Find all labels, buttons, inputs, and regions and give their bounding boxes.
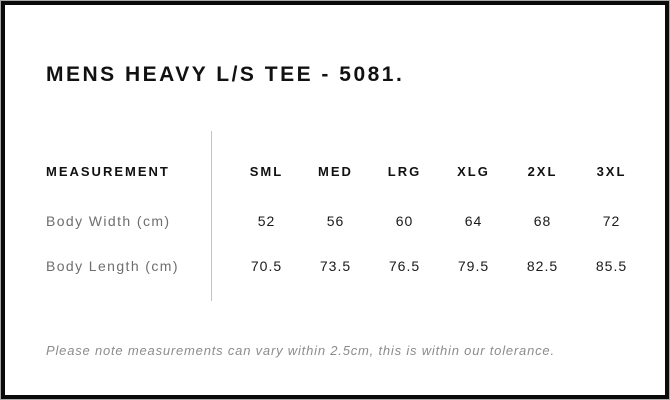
body-width-value-3xl: 72 [602, 213, 621, 229]
column-header-lrg: LRG [387, 163, 422, 179]
body-length-value-3xl: 85.5 [595, 258, 628, 274]
table-row-body-width [46, 210, 646, 232]
column-header-3xl: 3XL [596, 163, 627, 179]
body-length-value-2xl: 82.5 [526, 258, 559, 274]
table-row-body-length [46, 255, 646, 277]
body-width-value-2xl: 68 [533, 213, 552, 229]
column-header-2xl: 2XL [527, 163, 558, 179]
page-frame [1, 1, 669, 399]
column-header-med: MED [318, 163, 353, 179]
body-width-value-xlg: 64 [464, 213, 483, 229]
body-length-value-med: 73.5 [319, 258, 352, 274]
row-label-body-length: Body Length (cm) [46, 258, 179, 274]
size-chart-header-row [46, 160, 646, 182]
column-header-xlg: XLG [457, 163, 490, 179]
body-length-value-lrg: 76.5 [388, 258, 421, 274]
row-label-body-width: Body Width (cm) [46, 213, 171, 229]
tolerance-note: Please note measurements can vary within 2.5cm, this is within our tolerance. [46, 343, 555, 358]
body-length-value-xlg: 79.5 [457, 258, 490, 274]
column-header-measurement: MEASUREMENT [46, 163, 170, 179]
body-length-value-sml: 70.5 [250, 258, 283, 274]
body-width-value-sml: 52 [257, 213, 276, 229]
page-title: MENS HEAVY L/S TEE - 5081. [46, 63, 405, 87]
column-header-sml: SML [249, 163, 284, 179]
body-width-value-med: 56 [326, 213, 345, 229]
body-width-value-lrg: 60 [395, 213, 414, 229]
